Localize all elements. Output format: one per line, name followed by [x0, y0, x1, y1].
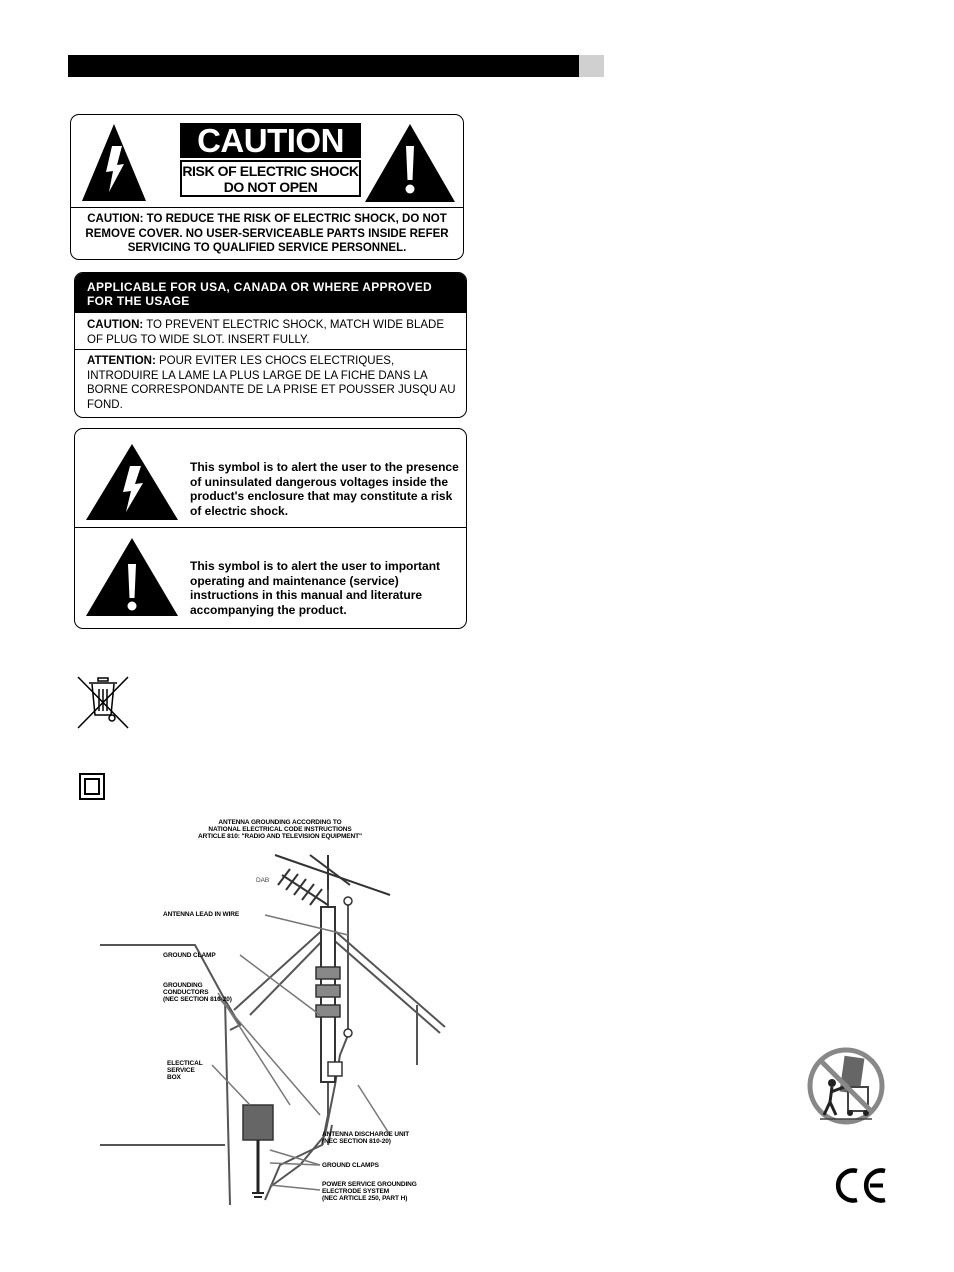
exclamation-warning-icon [365, 124, 455, 202]
weee-crossed-bin-icon [76, 675, 130, 730]
service-box-label: ELECTICAL SERVICE BOX [167, 1060, 203, 1081]
lightning-warning-icon [82, 124, 146, 201]
ground-clamp-label: GROUND CLAMP [163, 952, 216, 959]
ce-mark-icon [834, 1166, 888, 1205]
diagram-title: ANTENNA GROUNDING ACCORDING TO NATIONAL ELECTRICAL CODE INSTRUCTIONS ARTICLE 810: "RADIO AND TELEVISION EQUIPMENT" [198, 819, 362, 840]
caution-subtitle: RISK OF ELECTRIC SHOCK DO NOT OPEN [180, 160, 361, 197]
dab-label: DAB [256, 877, 270, 884]
caution-text: CAUTION: TO REDUCE THE RISK OF ELECTRIC SHOCK, DO NOT REMOVE COVER. NO USER-SERVICEABLE PARTS INSIDE REFER SERVICING TO QUALIFIED SERVICE PERSONNEL. [85, 213, 449, 254]
header-bar [68, 55, 579, 77]
discharge-unit-label: ANTENNA DISCHARGE UNIT (NEC SECTION 810-20) [322, 1131, 410, 1145]
ground-clamps-label: GROUND CLAMPS [322, 1162, 379, 1169]
caution-label [70, 114, 464, 260]
antenna-grounding-diagram [100, 815, 460, 1215]
exclamation-symbol-icon [86, 538, 178, 616]
no-cart-tipping-icon [806, 1047, 886, 1125]
antenna-house-drawing [100, 815, 460, 1215]
grounding-conductors-label: GROUNDING CONDUCTORS (NEC SECTION 810-20) [163, 982, 232, 1003]
usa-canada-box [74, 272, 467, 418]
class-ii-double-insulation-icon [79, 773, 105, 800]
lead-in-wire-label: ANTENNA LEAD IN WIRE [163, 911, 240, 918]
symbols-divider [75, 527, 466, 528]
caution-divider [71, 207, 463, 208]
usa-divider [75, 349, 466, 350]
symbols-box [74, 428, 467, 629]
lightning-symbol-text: This symbol is to alert the user to the presence of uninsulated dangerous voltages inside the product's enclosure that may constitute a risk of electric shock. [190, 460, 459, 518]
usa-canada-header: APPLICABLE FOR USA, CANADA OR WHERE APPROVED FOR THE USAGE [75, 273, 466, 313]
lightning-symbol-icon [86, 444, 178, 520]
plug-caution-text: CAUTION: TO PREVENT ELECTRIC SHOCK, MATCH WIDE BLADE OF PLUG TO WIDE SLOT. INSERT FULLY. [87, 319, 444, 346]
power-service-label: POWER SERVICE GROUNDING ELECTRODE SYSTEM (NEC ARTICLE 250, PART H) [322, 1181, 417, 1202]
header-bar-accent [579, 55, 604, 77]
exclamation-symbol-text: This symbol is to alert the user to important operating and maintenance (service) instructions in this manual and literature accompanying the product. [190, 559, 441, 617]
plug-attention-text: ATTENTION: POUR EVITER LES CHOCS ELECTRIQUES, INTRODUIRE LA LAME LA PLUS LARGE DE LA FICHE DANS LA BORNE CORRESPONDANTE DE LA PRISE ET POUSSER JUSQU AU FOND. [87, 355, 456, 411]
caution-word: CAUTION [180, 123, 361, 158]
